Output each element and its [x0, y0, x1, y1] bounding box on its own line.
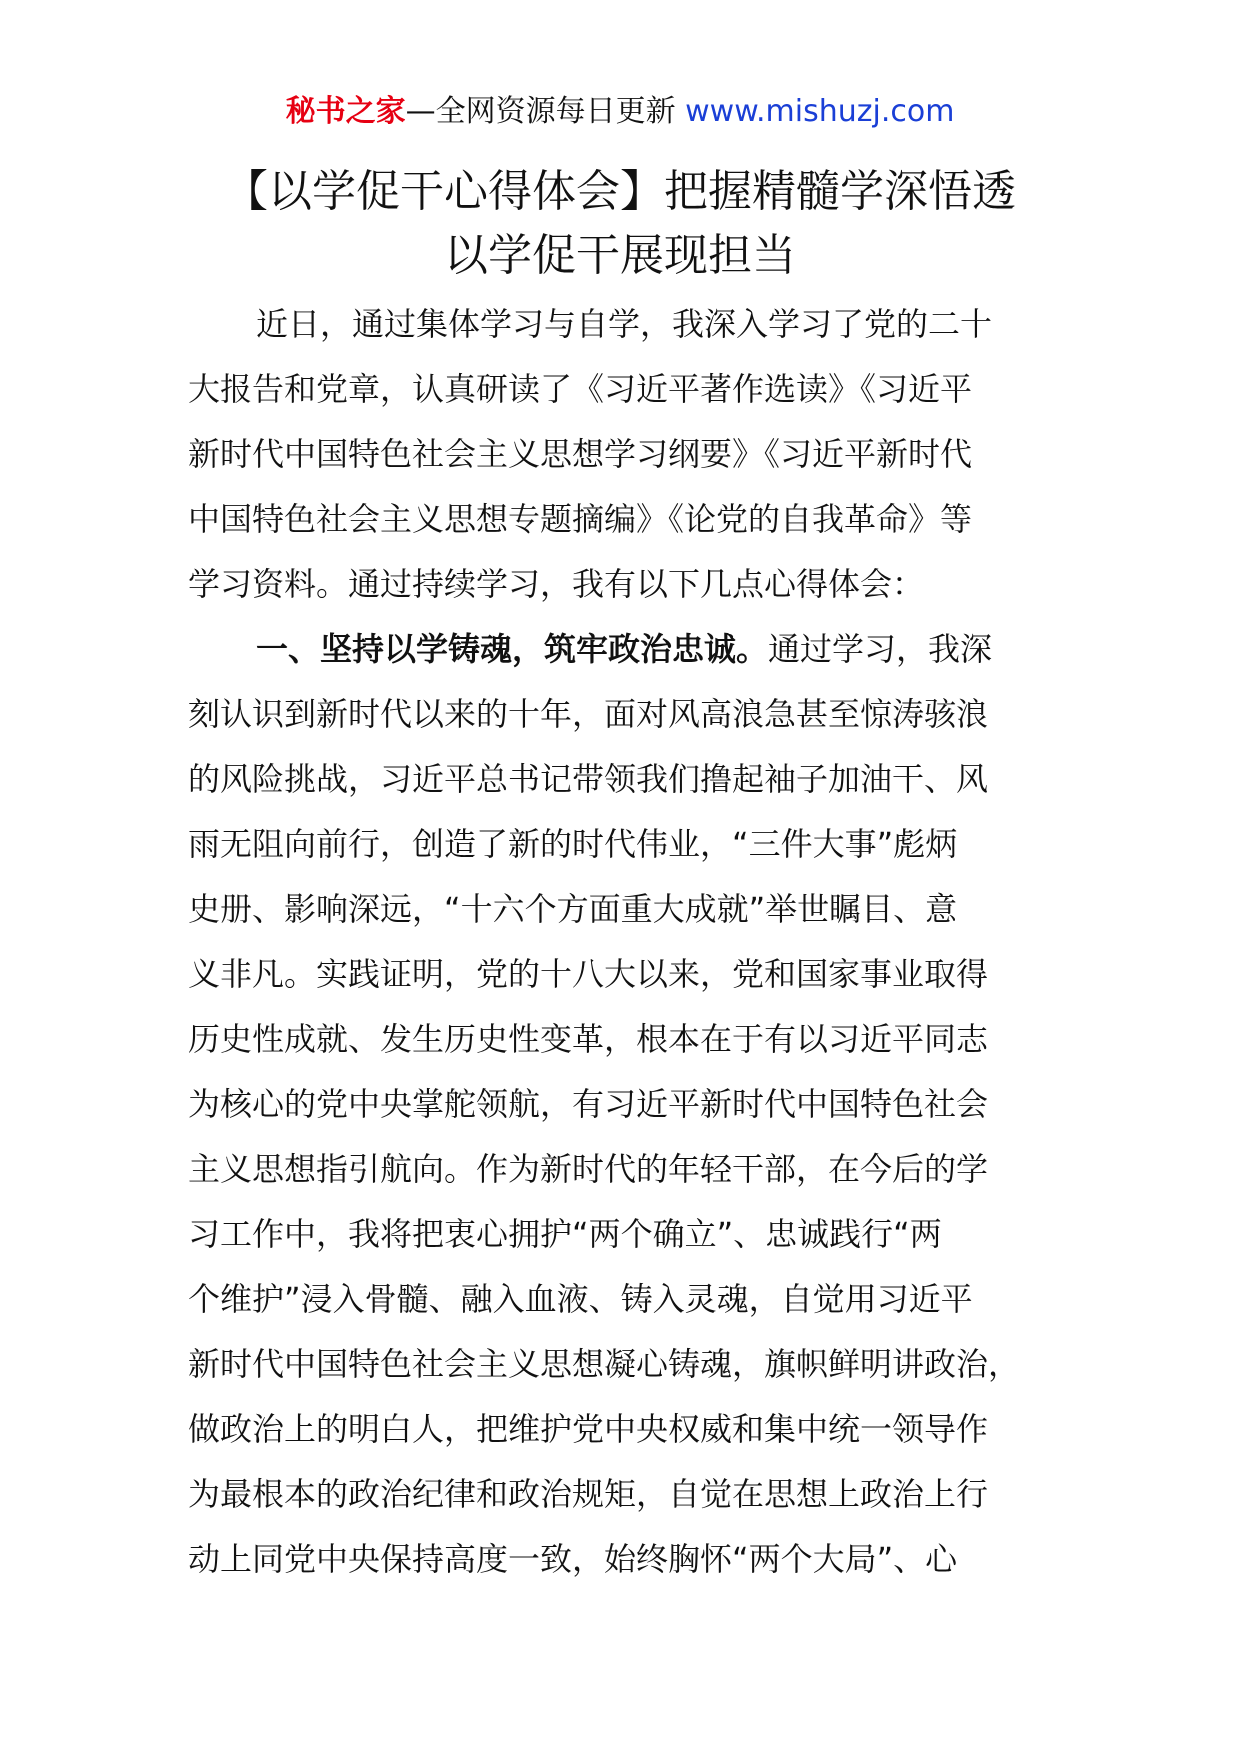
paragraph-2-heading: 一、坚持以学铸魂，筑牢政治忠诚。 — [256, 630, 769, 668]
paragraph-2-line: 做政治上的明白人，把维护党中央权威和集中统一领导作 — [188, 1410, 989, 1448]
paragraph-2-line: 历史性成就、发生历史性变革，根本在于有以习近平同志 — [188, 1020, 989, 1058]
paragraph-2-line: 为最根本的政治纪律和政治规矩，自觉在思想上政治上行 — [188, 1475, 989, 1513]
paragraph-2-first-text: 通过学习，我深 — [768, 630, 993, 668]
site-url[interactable]: www.mishuzj.com — [685, 94, 955, 129]
paragraph-1-line: 近日，通过集体学习与自学，我深入学习了党的二十 — [256, 305, 993, 343]
paragraph-2-first-line — [188, 617, 1048, 682]
paragraph-2-line: 动上同党中央保持高度一致，始终胸怀“两个大局”、心 — [188, 1540, 958, 1578]
paragraph-2-line: 为核心的党中央掌舵领航，有习近平新时代中国特色社会 — [188, 1085, 989, 1123]
document-title-line-1: 【以学促干心得体会】把握精髓学深悟透 — [224, 166, 1016, 217]
paragraph-2-line: 主义思想指引航向。作为新时代的年轻干部，在今后的学 — [188, 1150, 989, 1188]
paragraph-1-line: 学习资料。通过持续学习，我有以下几点心得体会： — [188, 565, 925, 603]
paragraph-1-line: 大报告和党章，认真研读了《习近平著作选读》《习近平 — [188, 370, 973, 408]
paragraph-2-line: 个维护”浸入骨髓、融入血液、铸入灵魂，自觉用习近平 — [188, 1280, 973, 1318]
site-header — [0, 92, 1240, 132]
paragraph-2-line: 史册、影响深远，“十六个方面重大成就”举世瞩目、意 — [188, 890, 958, 928]
paragraph-1-line: 新时代中国特色社会主义思想学习纲要》《习近平新时代 — [188, 435, 973, 473]
document-title-line-2: 以学促干展现担当 — [444, 230, 796, 281]
paragraph-2-line: 的风险挑战，习近平总书记带领我们撸起袖子加油干、风 — [188, 760, 989, 798]
site-tagline: —全网资源每日更新 — [405, 94, 686, 129]
paragraph-2-line: 义非凡。实践证明，党的十八大以来，党和国家事业取得 — [188, 955, 989, 993]
paragraph-2-line: 刻认识到新时代以来的十年，面对风高浪急甚至惊涛骇浪 — [188, 695, 989, 733]
site-brand: 秘书之家 — [285, 94, 406, 129]
document-body — [188, 292, 1048, 1592]
paragraph-2-line: 新时代中国特色社会主义思想凝心铸魂，旗帜鲜明讲政治， — [188, 1345, 1021, 1383]
paragraph-1-line: 中国特色社会主义思想专题摘编》《论党的自我革命》等 — [188, 500, 973, 538]
paragraph-2-line: 习工作中，我将把衷心拥护“两个确立”、忠诚践行“两 — [188, 1215, 942, 1253]
paragraph-2-line: 雨无阻向前行，创造了新的时代伟业，“三件大事”彪炳 — [188, 825, 958, 863]
